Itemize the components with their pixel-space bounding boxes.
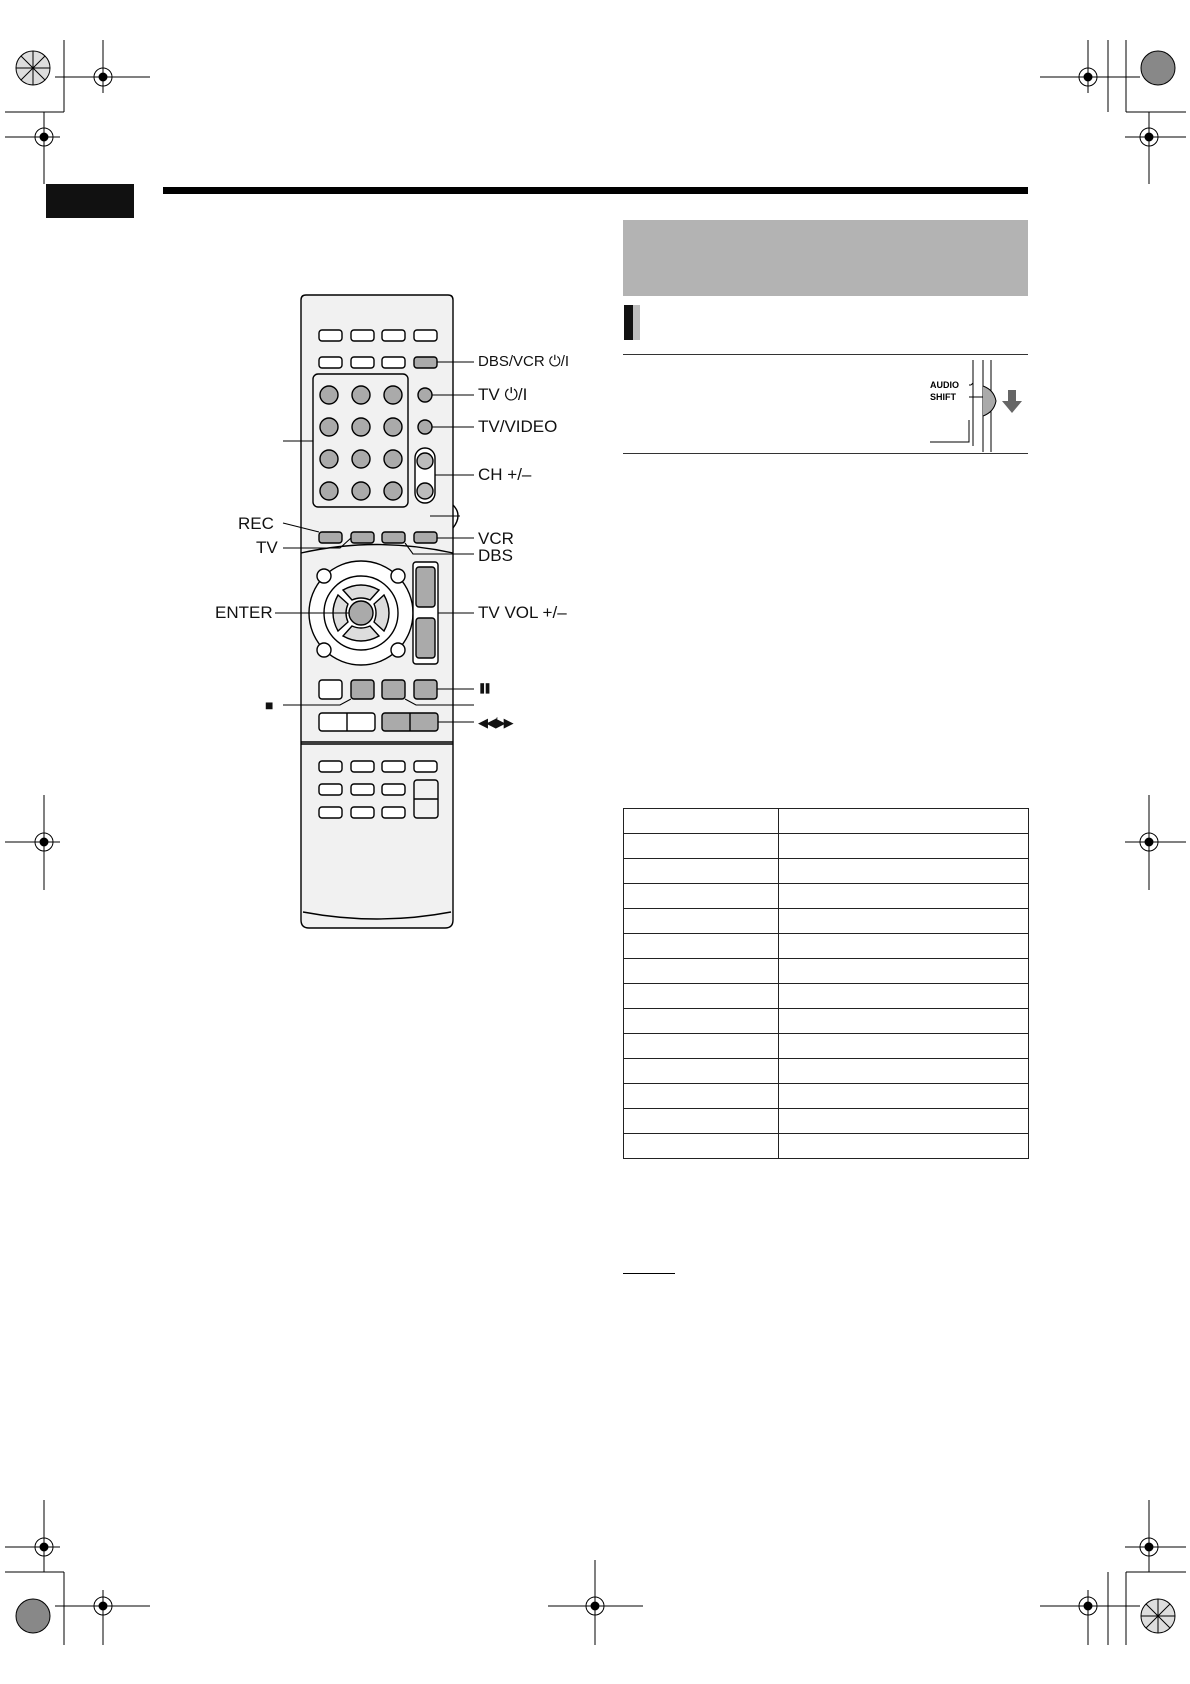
label-dbs-vcr-power: DBS/VCR ⏻/I	[478, 353, 570, 370]
table-row	[624, 1009, 1029, 1034]
table-cell	[624, 884, 779, 909]
table-row	[624, 809, 1029, 834]
table-cell	[624, 1134, 779, 1159]
audio-label: AUDIO	[930, 380, 959, 390]
table-cell	[624, 859, 779, 884]
label-pause: ❚❚	[478, 683, 489, 694]
table-row	[624, 934, 1029, 959]
table-cell	[624, 1059, 779, 1084]
subsection-marker	[624, 305, 640, 340]
table-row	[624, 1059, 1029, 1084]
table-cell	[624, 834, 779, 859]
label-tv: TV	[256, 538, 278, 557]
table-cell	[624, 934, 779, 959]
label-tv-power: TV ⏻/I	[478, 385, 528, 404]
table-row	[624, 1084, 1029, 1109]
table-cell	[779, 1059, 1029, 1084]
label-dbs: DBS	[478, 546, 513, 565]
top-rule	[623, 354, 1028, 355]
section-banner	[623, 220, 1028, 296]
table-row	[624, 909, 1029, 934]
label-rew-ff: ◀◀/▶▶	[478, 715, 512, 730]
table-cell	[779, 1134, 1029, 1159]
table-cell	[779, 1084, 1029, 1109]
bottom-rule	[623, 453, 1028, 454]
table-cell	[624, 984, 779, 1009]
label-tv-video: TV/VIDEO	[478, 417, 558, 436]
footnote-rule	[623, 1273, 675, 1274]
table-row	[624, 984, 1029, 1009]
label-vcr: VCR	[478, 529, 514, 548]
table-cell	[624, 959, 779, 984]
table-cell	[624, 1009, 779, 1034]
table-cell	[779, 1009, 1029, 1034]
table-row	[624, 1134, 1029, 1159]
label-tv-vol: TV VOL +/–	[478, 603, 567, 622]
label-stop: ■	[265, 697, 274, 713]
table-cell	[779, 859, 1029, 884]
label-rec: REC	[238, 514, 274, 533]
audio-shift-switch-icon	[928, 360, 1028, 452]
table-row	[624, 834, 1029, 859]
table-cell	[779, 1109, 1029, 1134]
table-cell	[779, 959, 1029, 984]
table-cell	[779, 934, 1029, 959]
label-enter: ENTER	[215, 603, 273, 622]
table-cell	[779, 984, 1029, 1009]
table-row	[624, 1109, 1029, 1134]
table-row	[624, 859, 1029, 884]
table-cell	[624, 1109, 779, 1134]
table-cell	[779, 909, 1029, 934]
table-cell	[779, 884, 1029, 909]
table-row	[624, 959, 1029, 984]
table-cell	[624, 1034, 779, 1059]
table-cell	[624, 909, 779, 934]
table-cell	[624, 1084, 779, 1109]
data-table	[623, 808, 1029, 1159]
table-row	[624, 884, 1029, 909]
table-cell	[779, 1034, 1029, 1059]
table-cell	[779, 834, 1029, 859]
table-cell	[779, 809, 1029, 834]
table-row	[624, 1034, 1029, 1059]
audio-shift-figure	[928, 360, 1028, 452]
shift-label: SHIFT	[930, 392, 956, 402]
table-cell	[624, 809, 779, 834]
label-ch: CH +/–	[478, 465, 532, 484]
